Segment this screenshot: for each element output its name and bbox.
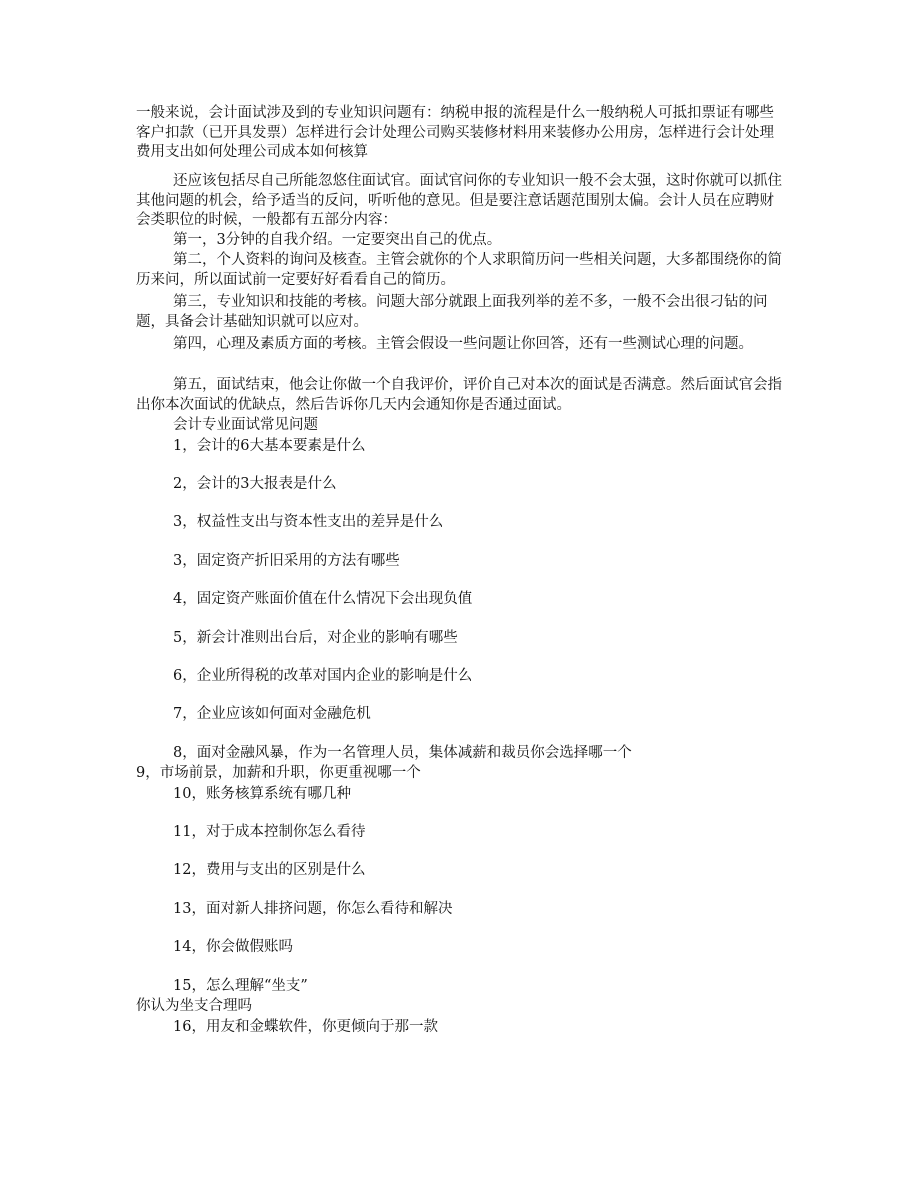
question-item: 3，权益性支出与资本性支出的差异是什么 [173, 514, 444, 530]
part-three-paragraph: 第三，专业知识和技能的考核。问题大部分就跟上面我列举的差不多，一般不会出很刁钻的问题，具备会计基础知识就可以应对。 [136, 294, 768, 330]
question-item: 9，市场前景，加薪和升职，你更重视哪一个 [136, 765, 421, 781]
part-two-paragraph: 第二，个人资料的询问及核查。主管会就你的个人求职简历问一些相关问题，大多都围绕你的简历来问，所以面试前一定要好好看看自己的简历。 [136, 252, 782, 288]
questions-heading: 会计专业面试常见问题 [173, 417, 318, 433]
part-five-paragraph: 第五，面试结束，他会让你做一个自我评价，评价自己对本次的面试是否满意。然后面试官会指出你本次面试的优缺点，然后告诉你几天内会通知你是否通过面试。 [136, 377, 782, 413]
question-continuation: 你认为坐支合理吗 [136, 998, 252, 1014]
question-item: 6，企业所得税的改革对国内企业的影响是什么 [173, 668, 473, 684]
question-item: 10，账务核算系统有哪几种 [173, 786, 351, 802]
part-one-paragraph: 第一，3分钟的自我介绍。一定要突出自己的优点。 [173, 232, 502, 248]
question-item: 1，会计的6大基本要素是什么 [173, 438, 366, 454]
question-item: 14，你会做假账吗 [173, 939, 293, 955]
question-item: 12，费用与支出的区别是什么 [173, 862, 366, 878]
advice-paragraph: 还应该包括尽自己所能忽悠住面试官。面试官问你的专业知识一般不会太强，这时你就可以抓住其他问题的机会，给予适当的反问，听听他的意见。但是要注意话题范围别太偏。会计人员在应聘财会类职位的时候，一般都有五部分内容： [136, 173, 782, 228]
question-item: 11，对于成本控制你怎么看待 [173, 824, 366, 840]
question-item: 16，用友和金蝶软件，你更倾向于那一款 [173, 1019, 438, 1035]
question-item: 7，企业应该如何面对金融危机 [173, 706, 371, 722]
question-item: 8，面对金融风暴，作为一名管理人员，集体减薪和裁员你会选择哪一个 [173, 745, 632, 761]
question-item: 3，固定资产折旧采用的方法有哪些 [173, 553, 400, 569]
question-item: 5，新会计准则出台后，对企业的影响有哪些 [173, 630, 458, 646]
part-four-paragraph: 第四，心理及素质方面的考核。主管会假设一些问题让你回答，还有一些测试心理的问题。 [173, 336, 753, 352]
question-item: 15，怎么理解“坐支” [173, 978, 308, 994]
question-item: 4，固定资产账面价值在什么情况下会出现负值 [173, 591, 473, 607]
intro-paragraph: 一般来说，会计面试涉及到的专业知识问题有：纳税申报的流程是什么一般纳税人可抵扣票证有哪些客户扣款（已开具发票）怎样进行会计处理公司购买装修材料用来装修办公用房，怎样进行会计处理费用支出如何处理公司成本如何核算 [136, 105, 774, 160]
question-item: 2，会计的3大报表是什么 [173, 476, 337, 492]
question-item: 13，面对新人排挤问题，你怎么看待和解决 [173, 901, 453, 917]
